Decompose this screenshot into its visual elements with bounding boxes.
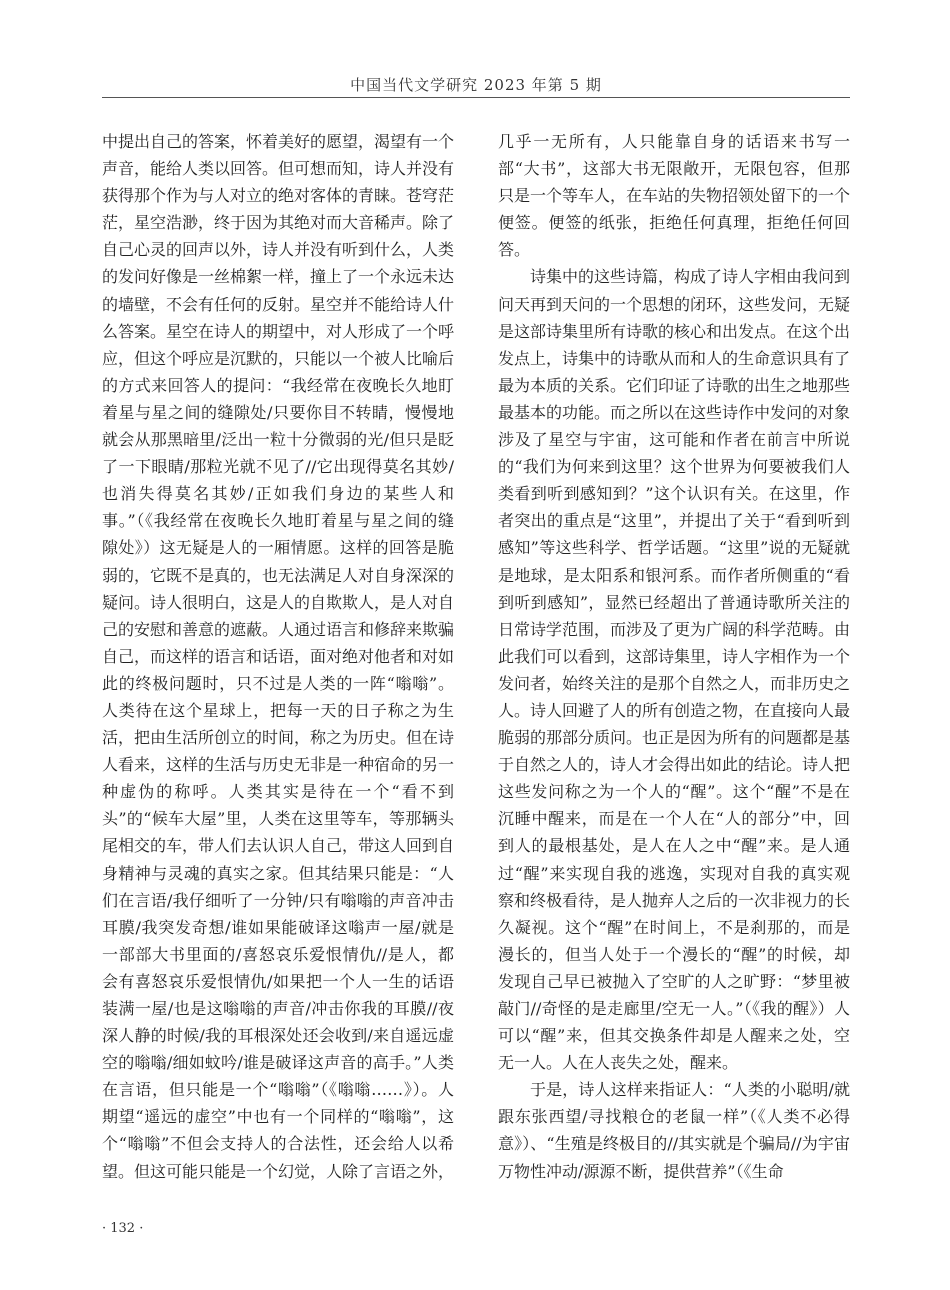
running-header: 中国当代文学研究 2023 年第 5 期 xyxy=(350,76,602,94)
paragraph: 诗集中的这些诗篇，构成了诗人字相由我问到问天再到天问的一个思想的闭环，这些发问，无疑是这部诗集里所有诗歌的核心和出发点。在这个出发点上，诗集中的诗歌从而和人的生命意识具有了最为本质的关系。它们印证了诗歌的出生之地那些最基本的功能。而之所以在这些诗作中发问的对象涉及了星空与宇宙，这可能和作者在前言中所说的“我们为何来到这里？这个世界为何要被我们人类看到听到感知到？”这个认识有关。在这里，作者突出的重点是“这里”，并提出了关于“看到听到感知”等这些科学、哲学话题。“这里”说的无疑就是地球，是太阳系和银河系。而作者所侧重的“看到听到感知”，显然已经超出了普通诗歌所关注的日常诗学范围，而涉及了更为广阔的科学范畴。由此我们可以看到，这部诗集里，诗人字相作为一个发问者，始终关注的是那个自然之人，而非历史之人。诗人回避了人的所有创造之物，在直接向人最脆弱的那部分质问。也正是因为所有的问题都是基于自然之人的，诗人才会得出如此的结论。诗人把这些发问称之为一个人的“醒”。这个“醒”不是在沉睡中醒来，而是在一个人在“人的部分”中，回到人的最根基处，是人在人之中“醒”来。是人通过“醒”来实现自我的逃逸，实现对自我的真实观察和终极看待，是人抛弃人之后的一次非视力的长久凝视。这个“醒”在时间上，不是刹那的，而是漫长的，但当人处于一个漫长的“醒”的时候，却发现自己早已被抛入了空旷的人之旷野：“梦里被敲门//奇怪的是走廊里/空无一人。”（《我的醒》）人可以“醒”来，但其交换条件却是人醒来之处，空无一人。人在人丧失之处，醒来。 xyxy=(498,267,851,1073)
page-number: · 132 · xyxy=(102,1221,144,1236)
paragraph: 中提出自己的答案，怀着美好的愿望，渴望有一个声音，能给人类以回答。但可想而知，诗人并没有获得那个作为与人对立的绝对客体的青睐。苍穹茫茫，星空浩渺，终于因为其绝对而大音稀声。除了自己心灵的回声以外，诗人并没有听到什么，人类的发问好像是一丝棉絮一样，撞上了一个永远未达的墙壁，不会有任何的反射。星空并不能给诗人什么答案。星空在诗人的期望中，对人形成了一个呼应，但这个呼应是沉默的，只能以一个被人比喻后的方式来回答人的提问：“我经常在夜晚长久地盯着星与星之间的缝隙处/只要你目不转睛，慢慢地就会从那黑暗里/泛出一粒十分微弱的光/但只是眨了一下眼睛/那粒光就不见了//它出现得莫名其妙/也消失得莫名其妙/正如我们身边的某些人和事。”（《我经常在夜晚长久地盯着星与星之间的缝隙处》）这无疑是人的一厢情愿。这样的回答是脆弱的，它既不是真的，也无法满足人对自身深深的疑问。诗人很明白，这是人的自欺欺人，是人对自己的安慰和善意的遮蔽。人通过语言和修辞来欺骗自己，而这样的语言和话语，面对绝对他者和对如此的终极问题时，只不过是人类的一阵“嗡嗡”。人类待在这个星球上，把每一天的日子称之为生活，把由生活所创立的时间，称之为历史。但在诗人看来，这样的生活与历史无非是一种宿命的另一种虚伪的称呼。人类其实是待在一个“看不到头”的“候车大屋”里，人类在这里等车，等那辆头尾相交的车，带人们去认识人自己，带这人回到自身精神与灵魂的真实之家。但其结果只能是：“人们在言语/我仔细听了一分钟/只有嗡嗡的声音冲击耳膜/我突发奇想/谁如果能破译这嗡声一屋/就是一部部大书里面的/喜怒哀乐爱恨情仇//是人，都会有喜怒哀乐爱恨情仇/如果把一个人一生的话语装满一屋/也是这嗡嗡的声音/冲击你我的耳膜//夜深人静的时候/我的耳根深处还会收到/来自遥远虚空的嗡嗡/细如蚊吟/谁是破译这声音的高手。”人类在言语，但只能是一个“嗡嗡”（《嗡嗡……》）。人期望“遥远的虚空”中也有一个同样的“嗡嗡”，这个“嗡嗡”不但会支持人的合法性，还会给人以希望。但这可能只能是一个幻觉，人除了言语之外， xyxy=(102,132,455,1181)
paragraph: 几乎一无所有，人只能靠自身的话语来书写一部“大书”，这部大书无限敞开，无限包容，但那只是一个等车人，在车站的失物招领处留下的一个便签。便签的纸张，拒绝任何真理，拒绝任何回答。 xyxy=(498,132,851,260)
header-rule xyxy=(102,97,850,98)
left-column xyxy=(102,128,454,1185)
paragraph: 于是，诗人这样来指证人：“人类的小聪明/就跟东张西望/寻找粮仓的老鼠一样”（《人类不必得意》）、“生殖是终极目的//其实就是个骗局//为宇宙万物性冲动/源源不断，提供营养”（《生命 xyxy=(498,1080,850,1181)
right-column xyxy=(498,128,850,1185)
